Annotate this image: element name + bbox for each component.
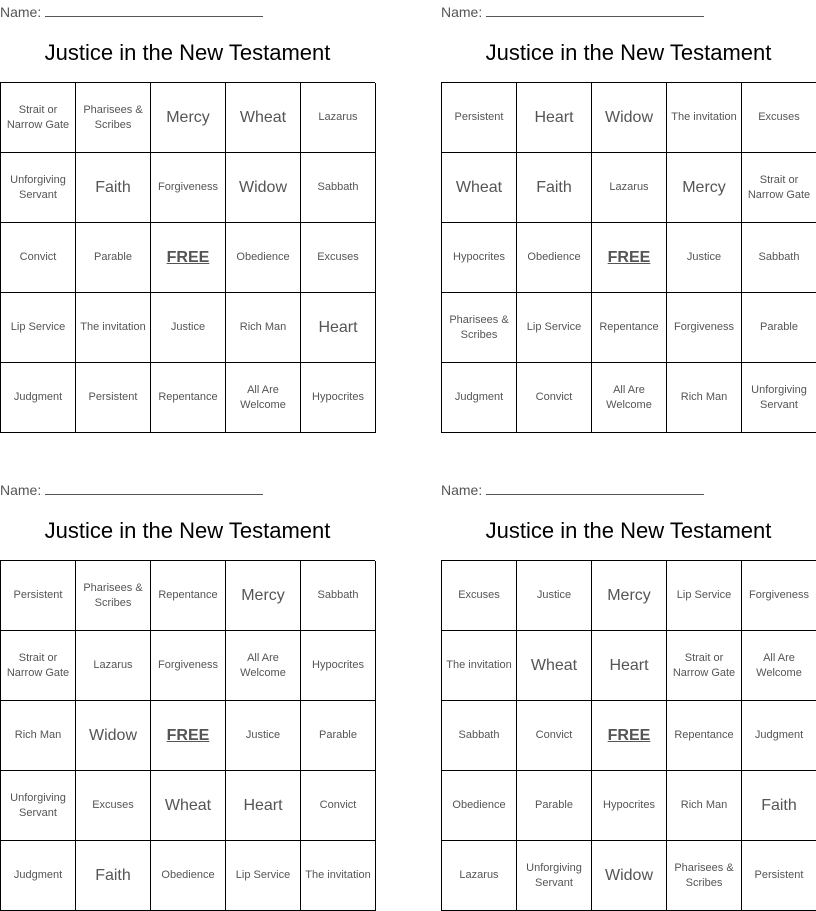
- bingo-cell[interactable]: Mercy: [151, 83, 226, 153]
- bingo-cell[interactable]: Lip Service: [517, 293, 592, 363]
- bingo-cell[interactable]: Lazarus: [301, 83, 376, 153]
- bingo-cell[interactable]: All Are Welcome: [592, 363, 667, 433]
- free-space-cell[interactable]: FREE: [151, 701, 226, 771]
- bingo-cell[interactable]: Obedience: [442, 771, 517, 841]
- bingo-cell[interactable]: Excuses: [76, 771, 151, 841]
- bingo-cell[interactable]: Mercy: [226, 561, 301, 631]
- bingo-cell[interactable]: Persistent: [742, 841, 816, 911]
- bingo-cell[interactable]: Forgiveness: [742, 561, 816, 631]
- bingo-cell[interactable]: Pharisees & Scribes: [76, 561, 151, 631]
- bingo-cell[interactable]: Wheat: [442, 153, 517, 223]
- card-title: Justice in the New Testament: [44, 40, 331, 65]
- bingo-cell[interactable]: Justice: [226, 701, 301, 771]
- bingo-card: [0, 478, 375, 911]
- free-space-cell[interactable]: FREE: [592, 223, 667, 293]
- bingo-cell[interactable]: All Are Welcome: [226, 631, 301, 701]
- name-label: Name:: [0, 4, 42, 20]
- bingo-cell[interactable]: The invitation: [76, 293, 151, 363]
- bingo-cell[interactable]: Heart: [517, 83, 592, 153]
- bingo-cell[interactable]: Heart: [301, 293, 376, 363]
- bingo-cell[interactable]: Obedience: [226, 223, 301, 293]
- bingo-cell[interactable]: Pharisees & Scribes: [667, 841, 742, 911]
- bingo-card: [0, 0, 375, 433]
- bingo-cell[interactable]: Lazarus: [76, 631, 151, 701]
- name-field[interactable]: [441, 481, 704, 498]
- bingo-cell[interactable]: Lip Service: [226, 841, 301, 911]
- free-space-cell[interactable]: FREE: [151, 223, 226, 293]
- bingo-cell[interactable]: Strait or Narrow Gate: [667, 631, 742, 701]
- bingo-cell[interactable]: Convict: [1, 223, 76, 293]
- bingo-cell[interactable]: Faith: [742, 771, 816, 841]
- bingo-cell[interactable]: Faith: [517, 153, 592, 223]
- bingo-cell[interactable]: Unforgiving Servant: [1, 771, 76, 841]
- bingo-cell[interactable]: Lazarus: [592, 153, 667, 223]
- bingo-cell[interactable]: Repentance: [667, 701, 742, 771]
- name-field[interactable]: [441, 3, 704, 20]
- bingo-cell[interactable]: Strait or Narrow Gate: [1, 83, 76, 153]
- name-label: Name:: [441, 482, 483, 498]
- name-blank-line[interactable]: [45, 3, 263, 17]
- bingo-cell[interactable]: Persistent: [76, 363, 151, 433]
- bingo-cell[interactable]: The invitation: [667, 83, 742, 153]
- bingo-cell[interactable]: Convict: [517, 363, 592, 433]
- bingo-cell[interactable]: Widow: [592, 841, 667, 911]
- bingo-cell[interactable]: Mercy: [592, 561, 667, 631]
- name-blank-line[interactable]: [45, 481, 263, 495]
- bingo-cell[interactable]: Wheat: [517, 631, 592, 701]
- bingo-cell[interactable]: Wheat: [151, 771, 226, 841]
- bingo-cell[interactable]: Justice: [517, 561, 592, 631]
- bingo-cell[interactable]: Repentance: [592, 293, 667, 363]
- bingo-cell[interactable]: Obedience: [517, 223, 592, 293]
- name-field[interactable]: [0, 3, 263, 20]
- bingo-cell[interactable]: Excuses: [442, 561, 517, 631]
- bingo-cell[interactable]: Unforgiving Servant: [517, 841, 592, 911]
- bingo-cell[interactable]: Parable: [301, 701, 376, 771]
- bingo-cell[interactable]: Parable: [517, 771, 592, 841]
- bingo-cell[interactable]: Rich Man: [667, 771, 742, 841]
- bingo-cell[interactable]: Hypocrites: [592, 771, 667, 841]
- bingo-cell[interactable]: Excuses: [742, 83, 816, 153]
- bingo-cell[interactable]: Sabbath: [301, 561, 376, 631]
- bingo-cell[interactable]: Convict: [517, 701, 592, 771]
- bingo-cell[interactable]: Wheat: [226, 83, 301, 153]
- bingo-cell[interactable]: Widow: [592, 83, 667, 153]
- bingo-cell[interactable]: Faith: [76, 841, 151, 911]
- bingo-cell[interactable]: Heart: [226, 771, 301, 841]
- bingo-cell[interactable]: Sabbath: [742, 223, 816, 293]
- bingo-cell[interactable]: Forgiveness: [151, 153, 226, 223]
- bingo-cell[interactable]: The invitation: [442, 631, 517, 701]
- name-label: Name:: [441, 4, 483, 20]
- bingo-cell[interactable]: Pharisees & Scribes: [442, 293, 517, 363]
- bingo-cell[interactable]: Hypocrites: [442, 223, 517, 293]
- bingo-cell[interactable]: Faith: [76, 153, 151, 223]
- card-title: Justice in the New Testament: [485, 40, 772, 65]
- bingo-cell[interactable]: Obedience: [151, 841, 226, 911]
- bingo-cell[interactable]: Strait or Narrow Gate: [742, 153, 816, 223]
- bingo-cell[interactable]: Widow: [76, 701, 151, 771]
- bingo-cell[interactable]: Lazarus: [442, 841, 517, 911]
- bingo-cell[interactable]: Judgment: [742, 701, 816, 771]
- name-blank-line[interactable]: [486, 481, 704, 495]
- bingo-cell[interactable]: Rich Man: [667, 363, 742, 433]
- bingo-cell[interactable]: Hypocrites: [301, 631, 376, 701]
- bingo-card: [441, 478, 816, 911]
- bingo-cell[interactable]: Heart: [592, 631, 667, 701]
- bingo-grid: [0, 560, 375, 911]
- bingo-cell[interactable]: Parable: [76, 223, 151, 293]
- bingo-cell[interactable]: All Are Welcome: [226, 363, 301, 433]
- bingo-cell[interactable]: Excuses: [301, 223, 376, 293]
- bingo-grid: [441, 560, 816, 911]
- name-label: Name:: [0, 482, 42, 498]
- bingo-grid: [0, 82, 375, 433]
- bingo-cell[interactable]: Justice: [667, 223, 742, 293]
- bingo-cell[interactable]: Mercy: [667, 153, 742, 223]
- bingo-cell[interactable]: Unforgiving Servant: [742, 363, 816, 433]
- bingo-cell[interactable]: Pharisees & Scribes: [76, 83, 151, 153]
- bingo-cell[interactable]: Persistent: [1, 561, 76, 631]
- bingo-card: [441, 0, 816, 433]
- bingo-cell[interactable]: Rich Man: [226, 293, 301, 363]
- bingo-cell[interactable]: Rich Man: [1, 701, 76, 771]
- bingo-cell[interactable]: Lip Service: [667, 561, 742, 631]
- bingo-cell[interactable]: All Are Welcome: [742, 631, 816, 701]
- bingo-cell[interactable]: The invitation: [301, 841, 376, 911]
- free-space-cell[interactable]: FREE: [592, 701, 667, 771]
- card-title: Justice in the New Testament: [485, 518, 772, 543]
- bingo-cell[interactable]: Lip Service: [1, 293, 76, 363]
- bingo-cell[interactable]: Hypocrites: [301, 363, 376, 433]
- name-blank-line[interactable]: [486, 3, 704, 17]
- bingo-cell[interactable]: Widow: [226, 153, 301, 223]
- name-field[interactable]: [0, 481, 263, 498]
- bingo-cell[interactable]: Sabbath: [301, 153, 376, 223]
- bingo-cell[interactable]: Repentance: [151, 363, 226, 433]
- bingo-cell[interactable]: Repentance: [151, 561, 226, 631]
- bingo-cell[interactable]: Persistent: [442, 83, 517, 153]
- bingo-cell[interactable]: Convict: [301, 771, 376, 841]
- bingo-cell[interactable]: Strait or Narrow Gate: [1, 631, 76, 701]
- bingo-cell[interactable]: Parable: [742, 293, 816, 363]
- bingo-cell[interactable]: Forgiveness: [151, 631, 226, 701]
- bingo-cell[interactable]: Unforgiving Servant: [1, 153, 76, 223]
- bingo-cell[interactable]: Justice: [151, 293, 226, 363]
- card-title: Justice in the New Testament: [44, 518, 331, 543]
- bingo-cell[interactable]: Judgment: [442, 363, 517, 433]
- bingo-grid: [441, 82, 816, 433]
- bingo-cell[interactable]: Judgment: [1, 363, 76, 433]
- bingo-cell[interactable]: Judgment: [1, 841, 76, 911]
- bingo-cell[interactable]: Forgiveness: [667, 293, 742, 363]
- bingo-cell[interactable]: Sabbath: [442, 701, 517, 771]
